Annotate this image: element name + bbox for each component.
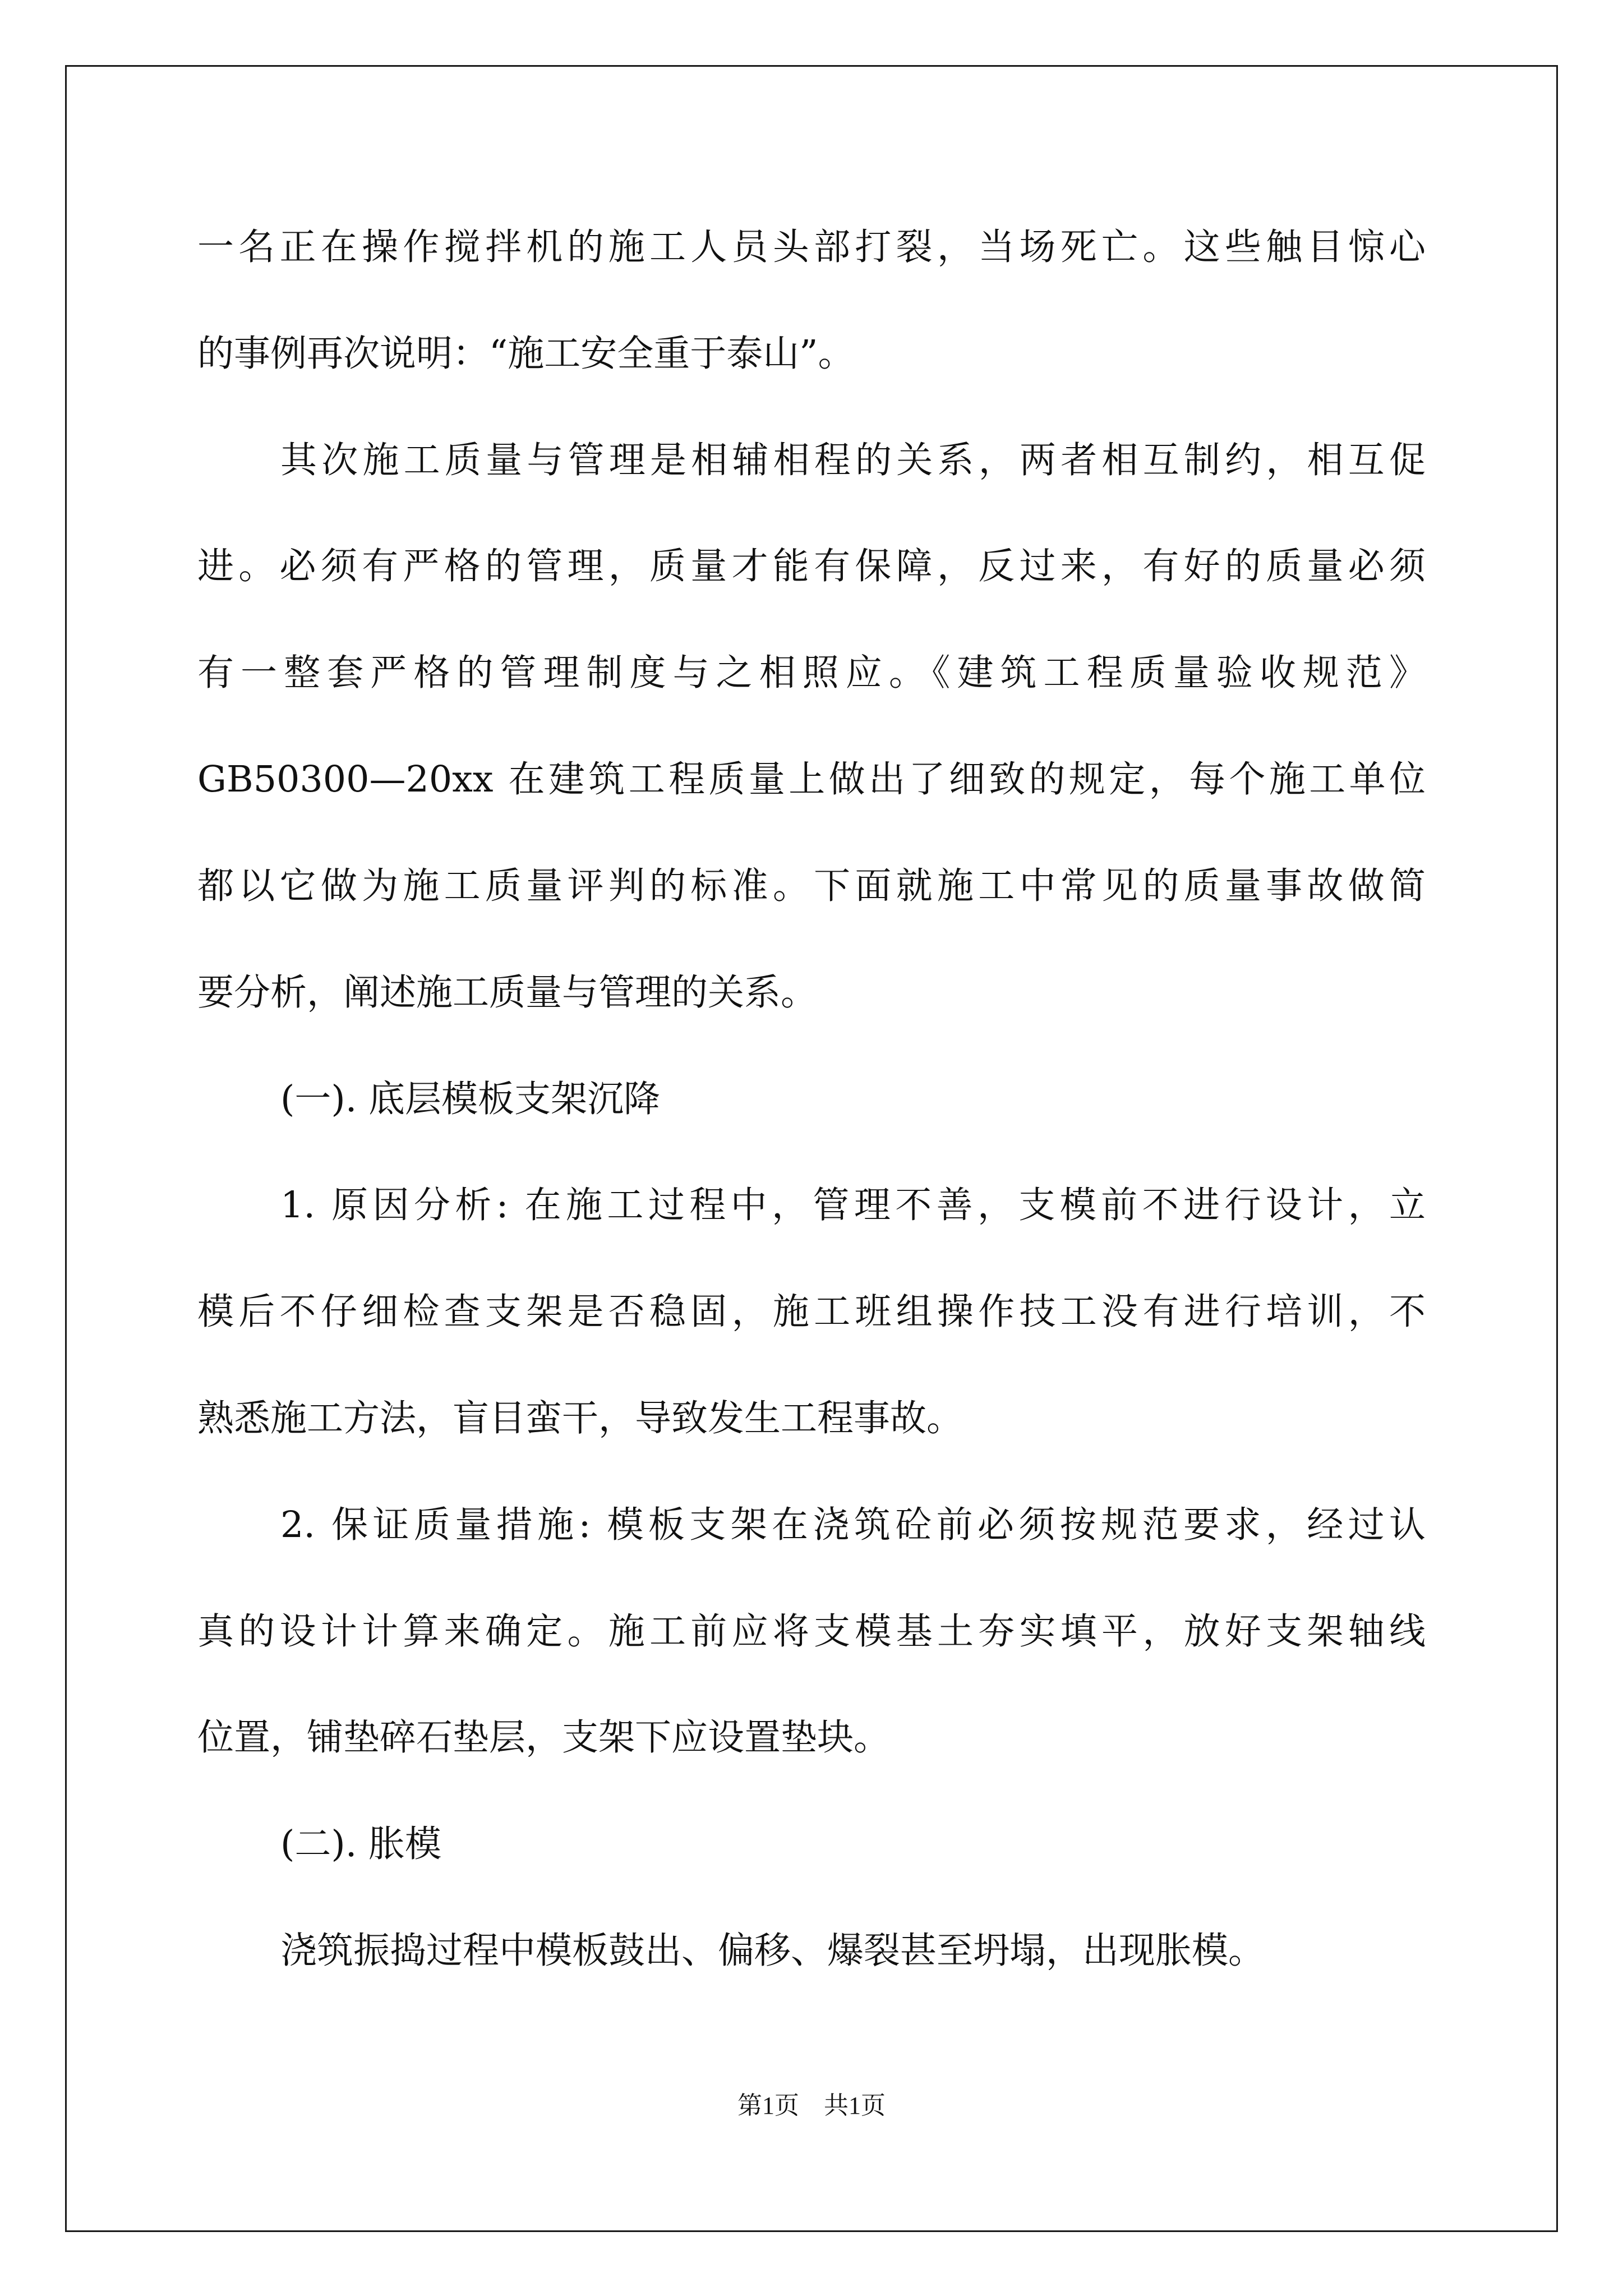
text-line: GB50300—20xx 在建筑工程质量上做出了细致的规定，每个施工单位 bbox=[197, 758, 1426, 800]
text-line: 真的设计计算来确定。施工前应将支模基土夯实填平，放好支架轴线 bbox=[197, 1611, 1426, 1653]
paragraph-first-line: 浇筑振捣过程中模板鼓出、偏移、爆裂甚至坍塌，出现胀模。 bbox=[280, 1930, 1265, 1972]
page-border bbox=[65, 65, 1558, 2232]
paragraph-first-line: 1. 原因分析: 在施工过程中，管理不善，支模前不进行设计，立 bbox=[280, 1184, 1426, 1226]
text-line: 要分析，阐述施工质量与管理的关系。 bbox=[197, 972, 818, 1014]
section-heading: (一). 底层模板支架沉降 bbox=[280, 1078, 661, 1120]
page-number-footer: 第1页 共1页 bbox=[737, 2092, 886, 2119]
text-line: 位置，铺垫碎石垫层，支架下应设置垫块。 bbox=[197, 1717, 891, 1759]
section-heading: (二). 胀模 bbox=[280, 1823, 442, 1865]
text-line: 进。必须有严格的管理，质量才能有保障，反过来，有好的质量必须 bbox=[197, 545, 1426, 587]
paragraph-first-line: 2. 保证质量措施: 模板支架在浇筑砼前必须按规范要求，经过认 bbox=[280, 1504, 1426, 1546]
text-line: 有一整套严格的管理制度与之相照应。《建筑工程质量验收规范》 bbox=[197, 652, 1426, 694]
text-line: 模后不仔细检查支架是否稳固，施工班组操作技工没有进行培训，不 bbox=[197, 1291, 1426, 1333]
text-line: 都以它做为施工质量评判的标准。下面就施工中常见的质量事故做简 bbox=[197, 865, 1426, 907]
text-line: 的事例再次说明：“施工安全重于泰山”。 bbox=[197, 333, 855, 375]
text-line: 一名正在操作搅拌机的施工人员头部打裂，当场死亡。这些触目惊心 bbox=[197, 226, 1426, 268]
text-line: 熟悉施工方法，盲目蛮干，导致发生工程事故。 bbox=[197, 1397, 963, 1439]
paragraph-first-line: 其次施工质量与管理是相辅相程的关系，两者相互制约，相互促 bbox=[280, 439, 1426, 481]
